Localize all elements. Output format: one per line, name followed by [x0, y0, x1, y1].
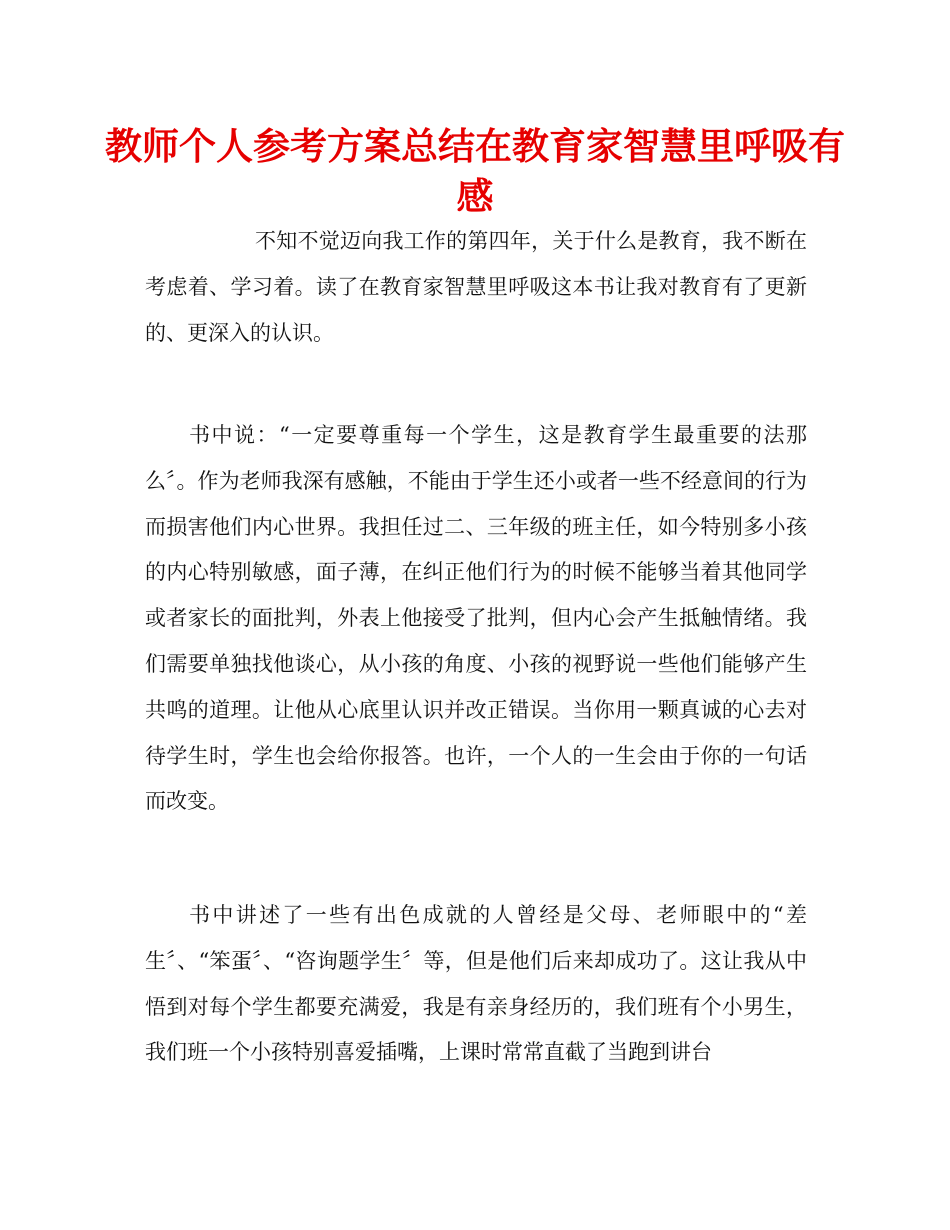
paragraph-3: 书中讲述了一些有出色成就的人曾经是父母、老师眼中的“差生〞、“笨蛋〞、“咨询题学生〞等，但是他们后来却成功了。这让我从中悟到对每个学生都要充满爱，我是有亲身经历的，我们班有个小男生，我们班一个小孩特别喜爱插嘴，上课时常常直截了当跑到讲台 [145, 903, 807, 1065]
paragraph-1: 不知不觉迈向我工作的第四年，关于什么是教育，我不断在考虑着、学习着。读了在教育家智慧里呼吸这本书让我对教育有了更新的、更深入的认识。 [145, 229, 807, 345]
document-title: 教师个人参考方案总结在教育家智慧里呼吸有感 [105, 125, 845, 218]
paragraph-2: 书中说：“一定要尊重每一个学生，这是教育学生最重要的法那么〞。作为老师我深有感触，不能由于学生还小或者一些不经意间的行为而损害他们内心世界。我担任过二、三年级的班主任，如今特别多小孩的内心特别敏感，面子薄，在纠正他们行为的时候不能够当着其他同学或者家长的面批判，外表上他接受了批判，但内心会产生抵触情绪。我们需要单独找他谈心，从小孩的角度、小孩的视野说一些他们能够产生共鸣的道理。让他从心底里认识并改正错误。当你用一颗真诚的心去对待学生时，学生也会给你报答。也许，一个人的一生会由于你的一句话而改变。 [145, 423, 807, 814]
